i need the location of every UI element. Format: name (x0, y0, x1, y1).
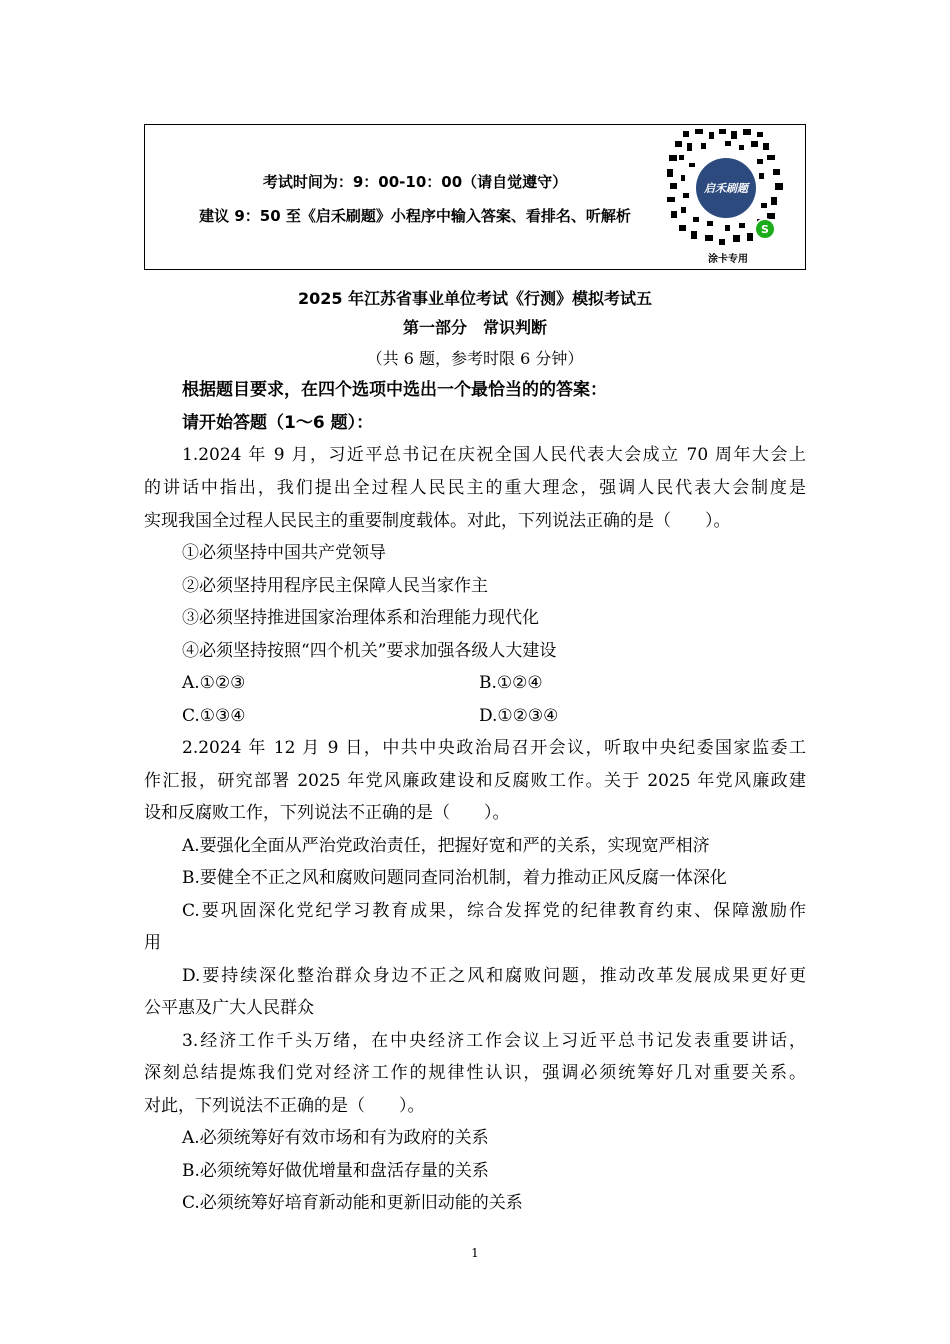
qr-caption: 涂卡专用 (708, 254, 748, 265)
q3-stem-line: 对此，下列说法不正确的是（ ）。 (144, 1096, 425, 1116)
q2-option-d: D.要持续深化整治群众身边不正之风和腐败问题，推动改革发展成果更好更 (182, 966, 806, 986)
start-text: 请开始答题（1～6 题）： (182, 413, 374, 433)
q2-stem-line: 作汇报，研究部署 2025 年党风廉政建设和反腐败工作。关于 2025 年党风廉政建 (144, 771, 806, 791)
q2-option-b: B.要健全不正之风和腐败问题同查同治机制，着力推动正风反腐一体深化 (182, 868, 727, 888)
svg-text:S: S (761, 223, 769, 236)
q1-stem-line: 的讲话中指出，我们提出全过程人民民主的重大理念，强调人民代表大会制度是 (144, 478, 806, 498)
q2-option-c: C.要巩固深化党纪学习教育成果，综合发挥党的纪律教育约束、保障激励作 (182, 901, 806, 921)
suggestion-text: 建议 9：50 至《启禾刷题》小程序中输入答案、看排名、听解析 (199, 207, 631, 225)
instruction-text: 根据题目要求，在四个选项中选出一个最恰当的的答案： (182, 380, 607, 400)
q2-stem-line: 2.2024 年 12 月 9 日，中共中央政治局召开会议，听取中央纪委国家监委工 (182, 738, 806, 758)
q1-option-d: D.①②③④ (479, 706, 559, 726)
q1-option-a: A.①②③ (182, 673, 246, 693)
q1-statement: ③必须坚持推进国家治理体系和治理能力现代化 (182, 608, 539, 628)
q2-option-c-cont: 用 (144, 933, 161, 953)
exam-notice-box (144, 124, 806, 270)
q2-option-d-cont: 公平惠及广大人民群众 (144, 998, 314, 1018)
section-heading: 第一部分 常识判断 (402, 318, 547, 337)
page-number: 1 (471, 1246, 479, 1260)
qr-logo-text: 启禾刷题 (704, 182, 748, 195)
q3-option-c: C.必须统筹好培育新动能和更新旧动能的关系 (182, 1193, 523, 1213)
q1-option-b: B.①②④ (479, 673, 543, 693)
q3-stem-line: 深刻总结提炼我们党对经济工作的规律性认识，强调必须统筹好几对重要关系。 (144, 1063, 806, 1083)
q3-option-a: A.必须统筹好有效市场和有为政府的关系 (182, 1128, 489, 1148)
qr-code-image (667, 129, 785, 247)
q1-statement: ②必须坚持用程序民主保障人民当家作主 (182, 576, 488, 596)
exam-time-text: 考试时间为：9：00-10：00（请自觉遵守） (262, 173, 568, 191)
q1-option-c: C.①③④ (182, 706, 246, 726)
q3-option-b: B.必须统筹好做优增量和盘活存量的关系 (182, 1161, 489, 1181)
section-subtitle: （共 6 题，参考时限 6 分钟） (366, 349, 584, 368)
q1-statement: ①必须坚持中国共产党领导 (182, 543, 386, 563)
q1-statement: ④必须坚持按照“四个机关”要求加强各级人大建设 (182, 641, 557, 661)
q1-stem-line: 1.2024 年 9 月，习近平总书记在庆祝全国人民代表大会成立 70 周年大会上 (182, 445, 806, 465)
q2-option-a: A.要强化全面从严治党政治责任，把握好宽和严的关系，实现宽严相济 (182, 836, 710, 856)
q1-stem-line: 实现我国全过程人民民主的重要制度载体。对此，下列说法正确的是（ ）。 (144, 511, 731, 531)
document-title: 2025 年江苏省事业单位考试《行测》模拟考试五 (297, 289, 653, 308)
q3-stem-line: 3.经济工作千头万绪，在中央经济工作会议上习近平总书记发表重要讲话， (182, 1031, 806, 1051)
q2-stem-line: 设和反腐败工作，下列说法不正确的是（ ）。 (144, 803, 510, 823)
